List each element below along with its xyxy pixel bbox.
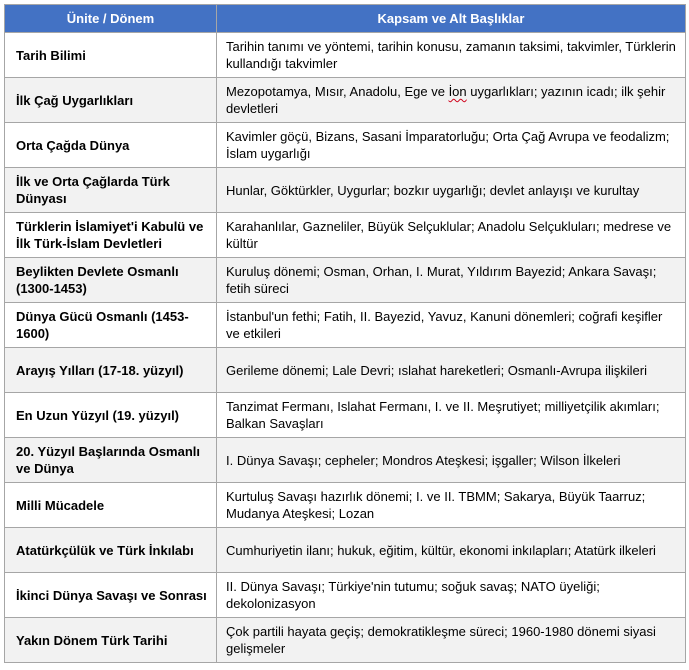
period-cell: En Uzun Yüzyıl (19. yüzyıl) xyxy=(5,393,217,438)
period-cell: Arayış Yılları (17-18. yüzyıl) xyxy=(5,348,217,393)
scope-cell: Gerileme dönemi; Lale Devri; ıslahat hareketleri; Osmanlı-Avrupa ilişkileri xyxy=(217,348,686,393)
period-cell: İlk Çağ Uygarlıkları xyxy=(5,78,217,123)
scope-cell: Tanzimat Fermanı, Islahat Fermanı, I. ve II. Meşrutiyet; milliyetçilik akımları; Balkan Savaşları xyxy=(217,393,686,438)
scope-cell: Kuruluş dönemi; Osman, Orhan, I. Murat, Yıldırım Bayezid; Ankara Savaşı; fetih süreci xyxy=(217,258,686,303)
period-cell: Orta Çağda Dünya xyxy=(5,123,217,168)
period-cell: Türklerin İslamiyet'i Kabulü ve İlk Türk-İslam Devletleri xyxy=(5,213,217,258)
period-cell: Beylikten Devlete Osmanlı (1300-1453) xyxy=(5,258,217,303)
table-row xyxy=(5,303,686,348)
scope-text-start: Mezopotamya, Mısır, Anadolu, Ege ve xyxy=(226,84,449,99)
scope-cell: İstanbul'un fethi; Fatih, II. Bayezid, Yavuz, Kanuni dönemleri; coğrafi keşifler ve etkileri xyxy=(217,303,686,348)
scope-cell: Tarihin tanımı ve yöntemi, tarihin konusu, zamanın taksimi, takvimler, Türklerin kullandığı takvimler xyxy=(217,33,686,78)
header-scope: Kapsam ve Alt Başlıklar xyxy=(217,5,686,33)
period-cell: Dünya Gücü Osmanlı (1453-1600) xyxy=(5,303,217,348)
period-cell: 20. Yüzyıl Başlarında Osmanlı ve Dünya xyxy=(5,438,217,483)
scope-text-end: uygarlıkları; yazının icadı; ilk şehir devletleri xyxy=(226,84,666,116)
table-row xyxy=(5,33,686,78)
table-row xyxy=(5,618,686,663)
table-row xyxy=(5,258,686,303)
table-header-row xyxy=(5,5,686,33)
scope-cell: Hunlar, Göktürkler, Uygurlar; bozkır uygarlığı; devlet anlayışı ve kurultay xyxy=(217,168,686,213)
table-row xyxy=(5,348,686,393)
period-cell: Atatürkçülük ve Türk İnkılabı xyxy=(5,528,217,573)
period-cell: İkinci Dünya Savaşı ve Sonrası xyxy=(5,573,217,618)
scope-cell: II. Dünya Savaşı; Türkiye'nin tutumu; soğuk savaş; NATO üyeliği; dekolonizasyon xyxy=(217,573,686,618)
scope-cell: Cumhuriyetin ilanı; hukuk, eğitim, kültür, ekonomi inkılapları; Atatürk ilkeleri xyxy=(217,528,686,573)
table-row xyxy=(5,528,686,573)
scope-cell: Çok partili hayata geçiş; demokratikleşme süreci; 1960-1980 dönemi siyasi gelişmeler xyxy=(217,618,686,663)
scope-cell: I. Dünya Savaşı; cepheler; Mondros Ateşkesi; işgaller; Wilson İlkeleri xyxy=(217,438,686,483)
table-row xyxy=(5,438,686,483)
scope-cell: Kavimler göçü, Bizans, Sasani İmparatorluğu; Orta Çağ Avrupa ve feodalizm; İslam uygarlığı xyxy=(217,123,686,168)
scope-cell: Kurtuluş Savaşı hazırlık dönemi; I. ve II. TBMM; Sakarya, Büyük Taarruz; Mudanya Ateşkesi; Lozan xyxy=(217,483,686,528)
period-cell: Tarih Bilimi xyxy=(5,33,217,78)
period-cell: İlk ve Orta Çağlarda Türk Dünyası xyxy=(5,168,217,213)
header-period: Ünite / Dönem xyxy=(5,5,217,33)
units-table xyxy=(4,4,686,663)
table-row xyxy=(5,213,686,258)
table-row xyxy=(5,393,686,438)
period-cell: Milli Mücadele xyxy=(5,483,217,528)
scope-cell: Karahanlılar, Gazneliler, Büyük Selçuklular; Anadolu Selçukluları; medrese ve kültür xyxy=(217,213,686,258)
table-row xyxy=(5,78,686,123)
period-cell: Yakın Dönem Türk Tarihi xyxy=(5,618,217,663)
scope-cell xyxy=(217,78,686,123)
table-row xyxy=(5,573,686,618)
units-table-wrapper xyxy=(4,4,686,663)
table-row xyxy=(5,123,686,168)
table-row xyxy=(5,483,686,528)
spellcheck-flagged-word: İon xyxy=(448,84,467,99)
table-row xyxy=(5,168,686,213)
